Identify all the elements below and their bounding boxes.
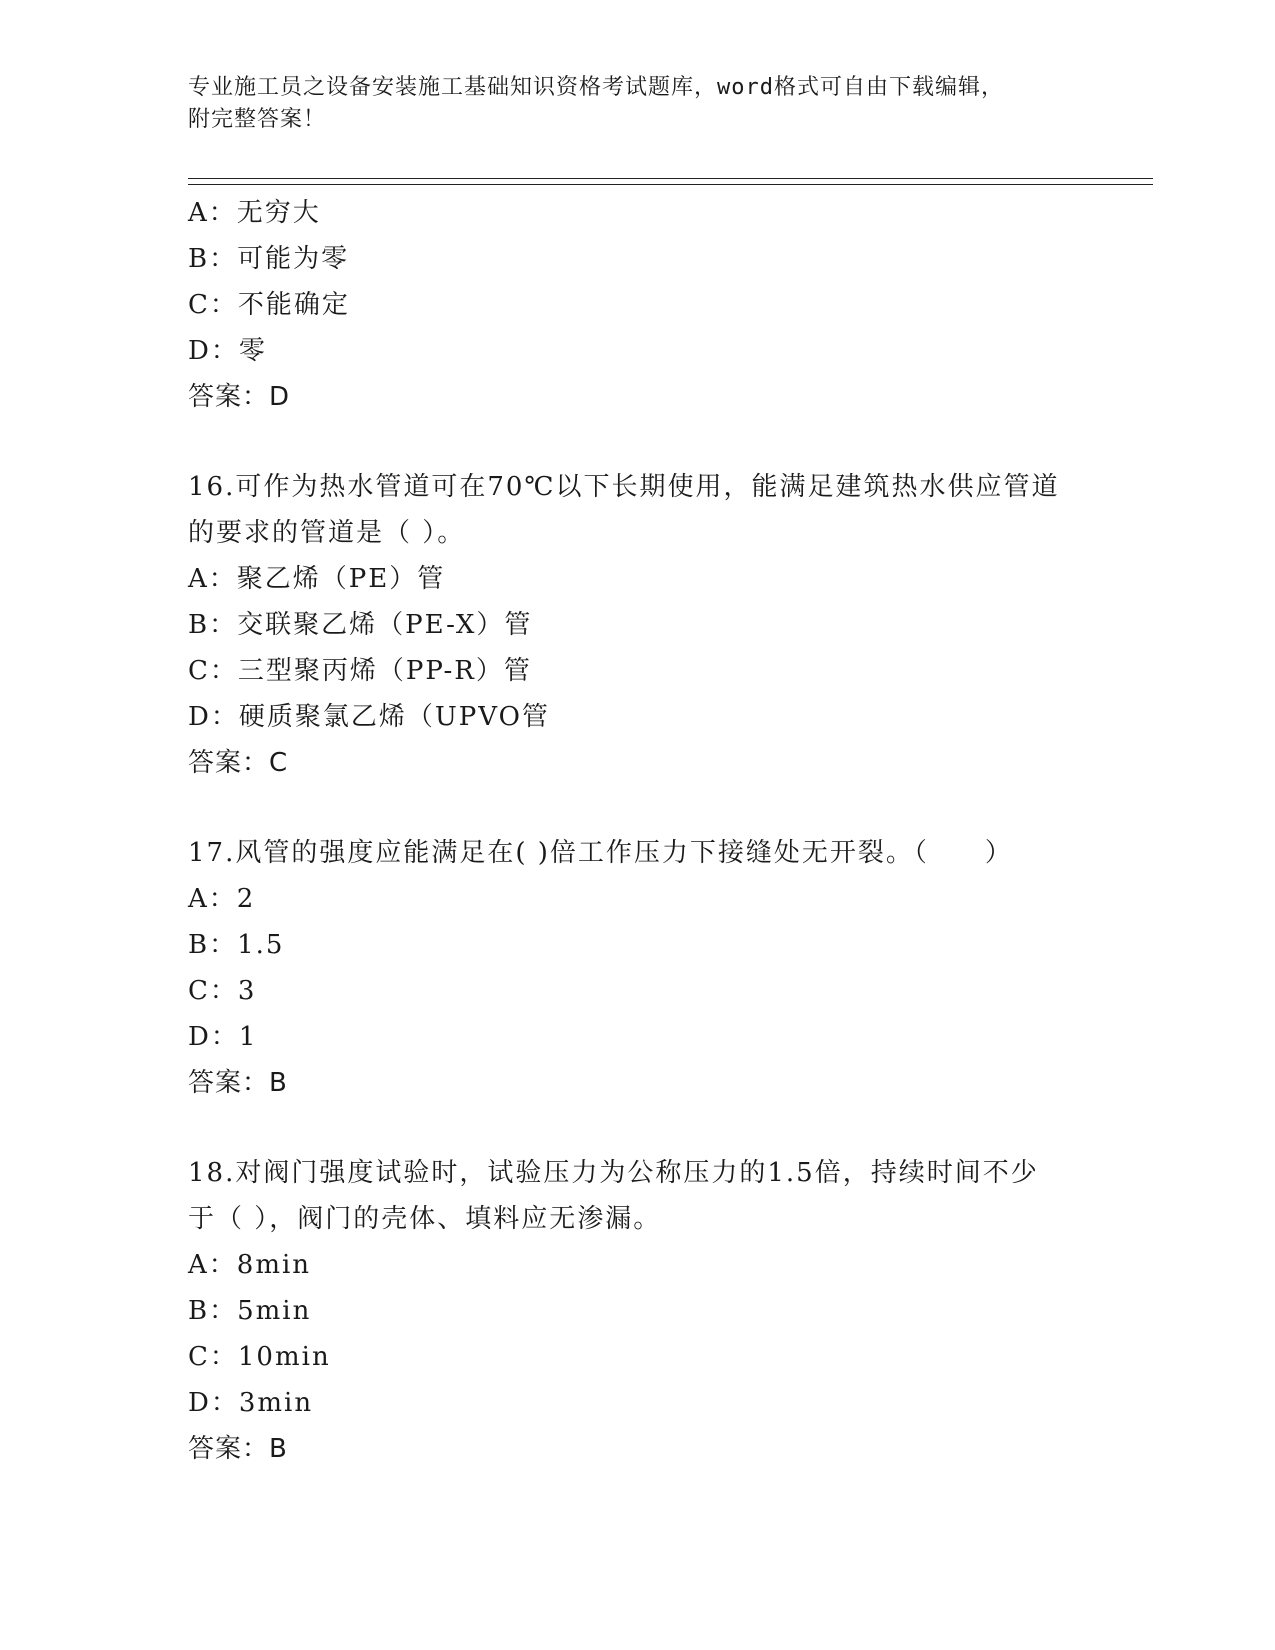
document-body [188, 190, 1088, 1472]
answer-line: 答案：B [188, 1434, 288, 1464]
option-a: A：2 [188, 884, 256, 914]
question-text-line-2: 的要求的管道是（ ）。 [188, 518, 466, 548]
question-text-line-1: 18.对阀门强度试验时，试验压力为公称压力的1.5倍，持续时间不少 [188, 1158, 1039, 1188]
option-a: A：无穷大 [188, 198, 321, 228]
option-d: D：1 [188, 1022, 258, 1052]
option-c: C：10min [188, 1342, 331, 1372]
answer-line: 答案：D [188, 382, 291, 412]
header-line-2: 附完整答案！ [188, 107, 327, 132]
option-c: C：三型聚丙烯（PP-R）管 [188, 656, 532, 686]
header-rule-top [188, 178, 1153, 179]
option-b: B：可能为零 [188, 244, 350, 274]
question-15 [188, 190, 1088, 420]
option-d: D：零 [188, 336, 267, 366]
option-d: D：硬质聚氯乙烯（UPVO管 [188, 702, 550, 732]
answer-line: 答案：C [188, 748, 289, 778]
option-b: B：5min [188, 1296, 312, 1326]
answer-line: 答案：B [188, 1068, 288, 1098]
option-c: C：3 [188, 976, 257, 1006]
option-b: B：交联聚乙烯（PE-X）管 [188, 610, 533, 640]
document-header [188, 72, 1088, 136]
question-17 [188, 830, 1088, 1106]
question-text-line-1: 16.可作为热水管道可在70℃以下长期使用，能满足建筑热水供应管道 [188, 472, 1060, 502]
option-a: A：聚乙烯（PE）管 [188, 564, 446, 594]
option-c: C：不能确定 [188, 290, 350, 320]
question-text-line-1: 17.风管的强度应能满足在( )倍工作压力下接缝处无开裂。（ ） [188, 838, 1013, 868]
header-line-1: 专业施工员之设备安装施工基础知识资格考试题库，word格式可自由下载编辑， [188, 75, 1004, 100]
question-text-line-2: 于（ ），阀门的壳体、填料应无渗漏。 [188, 1204, 662, 1234]
question-18 [188, 1150, 1088, 1472]
question-16 [188, 464, 1088, 786]
header-rule-bottom [188, 184, 1153, 185]
option-d: D：3min [188, 1388, 314, 1418]
option-b: B：1.5 [188, 930, 285, 960]
option-a: A：8min [188, 1250, 312, 1280]
